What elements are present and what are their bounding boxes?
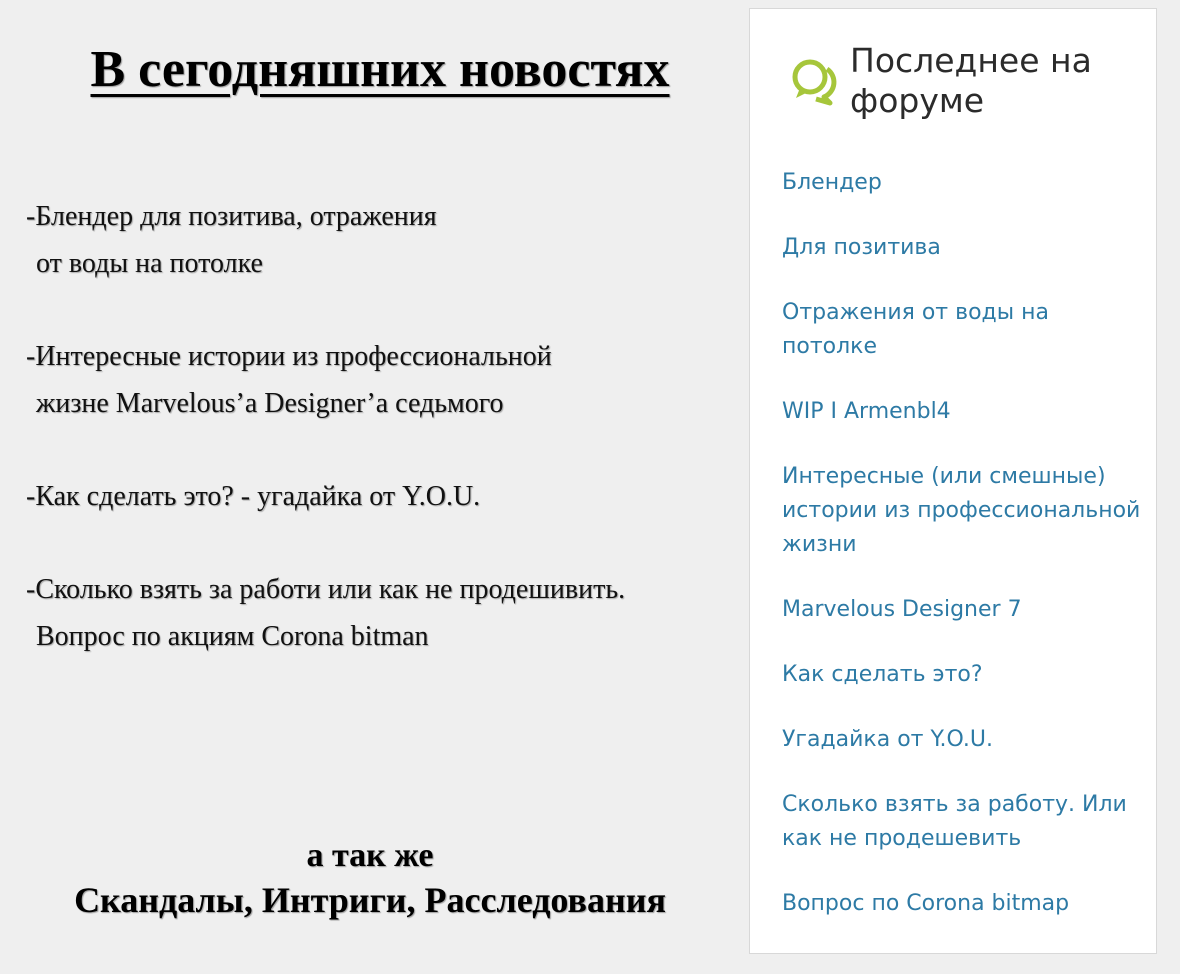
news-item: [26, 193, 625, 287]
extra-intro: а так же: [306, 837, 434, 874]
forum-link[interactable]: Интересные (или смешные) истории из профессиональной жизни: [782, 464, 1141, 557]
forum-link[interactable]: Угадайка от Y.O.U.: [782, 727, 993, 752]
sidebar-header: [786, 41, 1130, 121]
forum-sidebar: [749, 8, 1157, 954]
news-item-line: от воды на потолке: [36, 248, 263, 279]
forum-link[interactable]: Отражения от воды на потолке: [782, 300, 1049, 359]
news-item: [26, 473, 625, 520]
news-list: [26, 193, 625, 706]
news-item-line: жизне Marvelous’a Designer’a седьмого: [36, 388, 504, 419]
forum-link[interactable]: WIP I Armenbl4: [782, 399, 951, 424]
forum-link[interactable]: Сколько взять за работу. Или как не продешевить: [782, 792, 1127, 851]
forum-link[interactable]: Вопрос по Corona bitmap: [782, 891, 1070, 916]
news-item-line: -Интересные истории из профессиональной: [26, 341, 552, 372]
forum-link-list: [782, 166, 1142, 952]
page-title: В сегодняшних новостях: [90, 41, 670, 98]
news-item-line: -Сколько взять за работи или как не продешивить.: [26, 574, 626, 605]
news-item: [26, 566, 625, 660]
forum-link[interactable]: Marvelous Designer 7: [782, 597, 1022, 622]
forum-link[interactable]: Блендер: [782, 170, 882, 195]
sidebar-title: Последнее на форуме: [850, 41, 1092, 120]
news-item-line: -Как сделать это? - угадайка от Y.O.U.: [26, 481, 481, 512]
forum-link[interactable]: Для позитива: [782, 235, 941, 260]
forum-link[interactable]: Как сделать это?: [782, 662, 983, 687]
news-item: [26, 333, 625, 427]
extra-topics: [0, 835, 740, 923]
extra-topics-text: Скандалы, Интриги, Расследования: [74, 880, 666, 920]
chat-bubbles-icon: [786, 53, 842, 109]
news-item-line: -Блендер для позитива, отражения: [26, 201, 437, 232]
news-item-line: Вопрос по акциям Corona bitman: [36, 621, 429, 652]
